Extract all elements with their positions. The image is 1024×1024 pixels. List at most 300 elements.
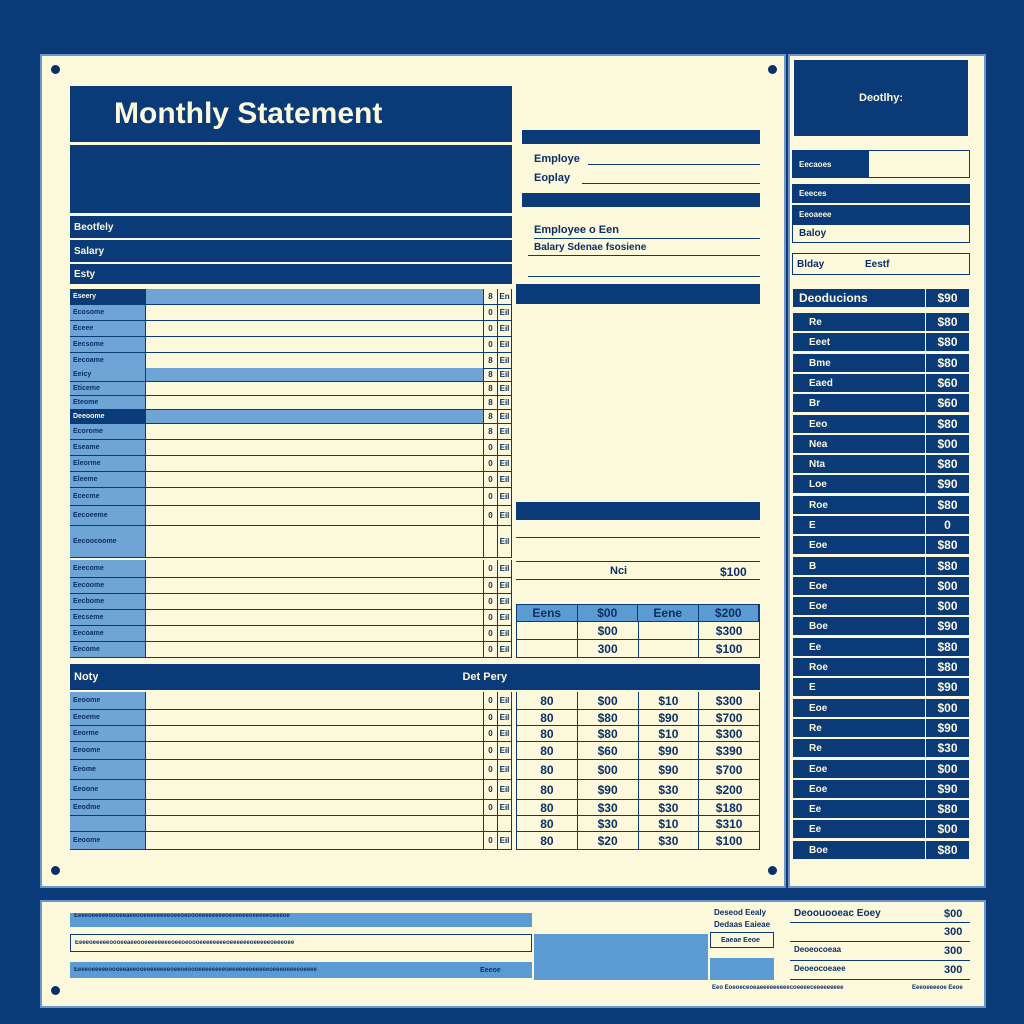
table-row bbox=[70, 710, 512, 726]
row-col: 0 bbox=[484, 610, 498, 625]
deductions-label: Deoducions bbox=[792, 288, 926, 308]
deduction-row bbox=[792, 799, 970, 819]
right-top-label: Baloy bbox=[799, 228, 827, 239]
deduction-label: Nea bbox=[792, 434, 926, 454]
row-col: 0 bbox=[484, 440, 498, 455]
row-value-field[interactable] bbox=[146, 456, 484, 471]
deduction-row bbox=[792, 576, 970, 596]
table-row bbox=[70, 368, 512, 382]
deduction-value: $80 bbox=[926, 840, 970, 860]
row-col: Eil bbox=[498, 337, 512, 352]
deduction-value: $90 bbox=[926, 779, 970, 799]
row-value-field[interactable] bbox=[146, 816, 484, 831]
deduction-label: E bbox=[792, 677, 926, 697]
pay-cell: $10 bbox=[639, 816, 700, 831]
table-row bbox=[70, 560, 512, 578]
deduction-label: Roe bbox=[792, 657, 926, 677]
row-col: 0 bbox=[484, 760, 498, 779]
row-col: Eil bbox=[498, 560, 512, 577]
summary-cell: $100 bbox=[699, 640, 760, 657]
footer-label: Deseod Eealy bbox=[714, 908, 767, 917]
pay-row bbox=[516, 692, 760, 710]
deduction-value: $90 bbox=[926, 677, 970, 697]
deduction-label: Roe bbox=[792, 495, 926, 515]
row-col: 0 bbox=[484, 560, 498, 577]
row-col: 0 bbox=[484, 692, 498, 709]
deduction-value: $00 bbox=[926, 596, 970, 616]
pay-cell: $00 bbox=[578, 760, 639, 779]
row-col: Eil bbox=[498, 800, 512, 815]
row-label: Eeoome bbox=[70, 692, 146, 709]
deduction-label: Ee bbox=[792, 819, 926, 839]
row-label: Eeoeme bbox=[70, 710, 146, 725]
row-col: Eil bbox=[498, 578, 512, 593]
row-col: Eil bbox=[498, 642, 512, 657]
row-value-field[interactable] bbox=[146, 594, 484, 609]
row-col: Eil bbox=[498, 692, 512, 709]
underline bbox=[790, 941, 970, 942]
summary-head-row bbox=[516, 604, 760, 622]
footer-line: Eeeoe bbox=[480, 966, 501, 974]
row-col: 0 bbox=[484, 800, 498, 815]
pay-row bbox=[516, 816, 760, 832]
deduction-label: Eoe bbox=[792, 759, 926, 779]
row-col: 0 bbox=[484, 305, 498, 320]
row-label: Eecoeeme bbox=[70, 506, 146, 525]
deduction-value: $80 bbox=[926, 535, 970, 555]
deduction-value: $90 bbox=[926, 718, 970, 738]
table-row bbox=[70, 626, 512, 642]
row-col: 0 bbox=[484, 726, 498, 741]
pay-row bbox=[516, 800, 760, 816]
row-label: Eeome bbox=[70, 760, 146, 779]
row-col: 0 bbox=[484, 742, 498, 759]
deduction-label: Boe bbox=[792, 616, 926, 636]
deduction-value: $80 bbox=[926, 312, 970, 332]
row-label bbox=[70, 816, 146, 831]
row-col: 8 bbox=[484, 396, 498, 409]
row-value-field[interactable] bbox=[146, 472, 484, 487]
deduction-row bbox=[792, 718, 970, 738]
row-label: Eecoome bbox=[70, 578, 146, 593]
net-label: Nci bbox=[610, 565, 628, 577]
underline bbox=[790, 922, 970, 923]
row-col bbox=[484, 816, 498, 831]
deductions-value: $90 bbox=[926, 288, 970, 308]
deduction-label: B bbox=[792, 556, 926, 576]
right-top-label: Eeeces bbox=[799, 189, 827, 198]
row-value-field[interactable] bbox=[146, 610, 484, 625]
pay-cell: $30 bbox=[639, 780, 700, 799]
table-row bbox=[70, 816, 512, 832]
pay-cell: 80 bbox=[517, 726, 578, 741]
right-header bbox=[792, 58, 970, 138]
footer-line: Eeeeoeeeeeoooeeaeeooeeeeeeeeoeeoeoooeeeeeeeeoeeeeeeoeeeeeoeeeoee bbox=[75, 940, 295, 946]
deduction-value: $00 bbox=[926, 819, 970, 839]
label-bar: Salary bbox=[70, 240, 512, 262]
deduction-row bbox=[792, 616, 970, 636]
deduction-value: $90 bbox=[926, 616, 970, 636]
underline bbox=[534, 238, 760, 239]
summary-cell bbox=[517, 640, 578, 657]
net-pay-header bbox=[70, 664, 760, 690]
underline bbox=[528, 255, 760, 256]
row-col: Eil bbox=[498, 488, 512, 505]
underline bbox=[516, 561, 760, 562]
row-label: Eeoome bbox=[70, 742, 146, 759]
row-label: Eecoame bbox=[70, 353, 146, 368]
row-col: Eil bbox=[498, 424, 512, 439]
row-value-field[interactable] bbox=[146, 506, 484, 525]
row-value-field[interactable] bbox=[146, 832, 484, 849]
salary-row-value: Eestf bbox=[865, 258, 890, 270]
row-col: 0 bbox=[484, 780, 498, 799]
pay-cell: $60 bbox=[578, 742, 639, 759]
table-row bbox=[70, 337, 512, 353]
deduction-row bbox=[792, 535, 970, 555]
summary-cell: Eens bbox=[517, 605, 578, 621]
deduction-value: $80 bbox=[926, 799, 970, 819]
deduction-row bbox=[792, 698, 970, 718]
row-col: Eil bbox=[498, 321, 512, 336]
deduction-row bbox=[792, 393, 970, 413]
row-value-field[interactable] bbox=[146, 526, 484, 557]
pay-cell: $80 bbox=[578, 726, 639, 741]
table-row bbox=[70, 578, 512, 594]
pay-cell: 80 bbox=[517, 742, 578, 759]
deduction-row bbox=[792, 596, 970, 616]
table-row bbox=[70, 742, 512, 760]
row-value-field[interactable] bbox=[146, 440, 484, 455]
deductions-header bbox=[792, 288, 970, 308]
table-row bbox=[70, 321, 512, 337]
footer-summary-value: $00 bbox=[944, 908, 963, 920]
row-label: Eseame bbox=[70, 440, 146, 455]
pay-row bbox=[516, 710, 760, 726]
pay-cell: $00 bbox=[578, 692, 639, 709]
table-row bbox=[70, 396, 512, 410]
row-col: Eil bbox=[498, 780, 512, 799]
pay-cell: $30 bbox=[578, 816, 639, 831]
footer-bar bbox=[70, 913, 532, 927]
deduction-row bbox=[792, 495, 970, 515]
deduction-row bbox=[792, 353, 970, 373]
row-value-field[interactable] bbox=[146, 626, 484, 641]
table-row bbox=[70, 726, 512, 742]
header-label: Eseery bbox=[70, 289, 146, 304]
row-label: Eeoone bbox=[70, 780, 146, 799]
table-row bbox=[70, 526, 512, 558]
deduction-row bbox=[792, 840, 970, 860]
row-col: Eil bbox=[498, 368, 512, 381]
deduction-row bbox=[792, 332, 970, 352]
row-col: 0 bbox=[484, 626, 498, 641]
employer-label: Eoplay bbox=[534, 172, 571, 184]
row-col: 0 bbox=[484, 578, 498, 593]
row-col: Eil bbox=[498, 440, 512, 455]
footer-field bbox=[70, 934, 532, 952]
row-value-field[interactable] bbox=[146, 742, 484, 759]
table-row bbox=[70, 440, 512, 456]
table-row bbox=[70, 800, 512, 816]
row-value-field[interactable] bbox=[146, 368, 484, 381]
row-col: Eil bbox=[498, 396, 512, 409]
row-value-field[interactable] bbox=[146, 800, 484, 815]
info-bar bbox=[522, 193, 760, 207]
net-header-label: Noty bbox=[74, 671, 99, 683]
summary-cell: 300 bbox=[578, 640, 639, 657]
deduction-row bbox=[792, 819, 970, 839]
row-label: Eecoame bbox=[70, 626, 146, 641]
right-top-row bbox=[792, 150, 970, 178]
deduction-label: Ee bbox=[792, 799, 926, 819]
deduction-label: Eeet bbox=[792, 332, 926, 352]
row-label: Eleeme bbox=[70, 472, 146, 487]
salary-row-label: Blday bbox=[797, 258, 825, 270]
row-value-field[interactable] bbox=[146, 710, 484, 725]
row-label: Eceee bbox=[70, 321, 146, 336]
row-col: Eil bbox=[498, 594, 512, 609]
title-bar bbox=[70, 86, 512, 142]
summary-cell: $300 bbox=[699, 622, 760, 639]
deduction-value: $00 bbox=[926, 434, 970, 454]
row-col: Eil bbox=[498, 382, 512, 395]
footer-row-label: Deoeocoeaa bbox=[794, 945, 842, 954]
deduction-value: $60 bbox=[926, 393, 970, 413]
summary-cell: $200 bbox=[699, 605, 760, 621]
deduction-row bbox=[792, 779, 970, 799]
table-row bbox=[70, 760, 512, 780]
table-row bbox=[70, 780, 512, 800]
deduction-row bbox=[792, 637, 970, 657]
pay-row bbox=[516, 742, 760, 760]
footer-summary-label: Deoouooeac Eoey bbox=[794, 908, 881, 919]
row-col: Eil bbox=[498, 742, 512, 759]
row-value-field[interactable] bbox=[146, 692, 484, 709]
row-col: Eil bbox=[498, 506, 512, 525]
row-value-field[interactable] bbox=[146, 353, 484, 368]
row-col: Eil bbox=[498, 526, 512, 557]
row-label: Eeecome bbox=[70, 560, 146, 577]
pay-cell: $30 bbox=[639, 800, 700, 815]
row-value-field[interactable] bbox=[146, 488, 484, 505]
net-value: $100 bbox=[720, 565, 747, 579]
table-row bbox=[70, 305, 512, 321]
row-col bbox=[498, 816, 512, 831]
row-col: 8 bbox=[484, 353, 498, 368]
deduction-value: $80 bbox=[926, 353, 970, 373]
row-label: Eleorme bbox=[70, 456, 146, 471]
row-col: Eil bbox=[498, 472, 512, 487]
row-value-field[interactable] bbox=[146, 305, 484, 320]
pay-cell: $30 bbox=[639, 832, 700, 849]
pay-cell: $180 bbox=[699, 800, 760, 815]
row-col: Eil bbox=[498, 626, 512, 641]
row-label: Eeodme bbox=[70, 800, 146, 815]
header-col: En bbox=[498, 289, 512, 304]
deduction-value: $80 bbox=[926, 556, 970, 576]
row-value-field[interactable] bbox=[146, 726, 484, 741]
summary-cell bbox=[517, 622, 578, 639]
row-col: 0 bbox=[484, 832, 498, 849]
footer-fill bbox=[710, 958, 774, 980]
right-top-row bbox=[792, 224, 970, 243]
summary-cell: $00 bbox=[578, 605, 639, 621]
det-pay-label: Det Pery bbox=[462, 671, 508, 683]
rivet bbox=[51, 65, 60, 74]
footer-fill bbox=[534, 934, 708, 980]
pay-cell: 80 bbox=[517, 760, 578, 779]
row-value-field[interactable] bbox=[146, 321, 484, 336]
row-value-field[interactable] bbox=[146, 780, 484, 799]
summary-row bbox=[516, 640, 760, 658]
row-col: 0 bbox=[484, 594, 498, 609]
underline bbox=[790, 960, 970, 961]
footer-row-value: 300 bbox=[944, 964, 963, 976]
summary-bar bbox=[516, 284, 760, 304]
rivet bbox=[768, 866, 777, 875]
row-label: Deeoome bbox=[70, 410, 146, 423]
row-value-field[interactable] bbox=[146, 642, 484, 657]
table-row bbox=[70, 456, 512, 472]
summary-cell: Eene bbox=[638, 605, 699, 621]
pay-row bbox=[516, 760, 760, 780]
footer-line: Eeeeoeeeeeoooeeaeeooeeeeeeeeoeeoeoooeeeeeeeeoeeeeeeoeeeeeoeeeoeeeeoeeee bbox=[74, 967, 317, 973]
row-label: Eecseme bbox=[70, 610, 146, 625]
header-block bbox=[70, 145, 512, 213]
table-row bbox=[70, 472, 512, 488]
pay-cell: $300 bbox=[699, 692, 760, 709]
pay-cell: $700 bbox=[699, 760, 760, 779]
row-col: 0 bbox=[484, 321, 498, 336]
underline bbox=[790, 979, 970, 980]
table-row bbox=[70, 488, 512, 506]
row-col: 0 bbox=[484, 456, 498, 471]
row-col: Eil bbox=[498, 353, 512, 368]
row-value-field[interactable] bbox=[146, 424, 484, 439]
row-value-field[interactable] bbox=[146, 578, 484, 593]
row-col bbox=[484, 526, 498, 557]
pay-cell: $200 bbox=[699, 780, 760, 799]
deduction-value: $80 bbox=[926, 454, 970, 474]
table-row bbox=[70, 410, 512, 424]
row-col: Eil bbox=[498, 610, 512, 625]
deduction-label: Ee bbox=[792, 637, 926, 657]
deduction-value: $30 bbox=[926, 738, 970, 758]
row-label: Eecsome bbox=[70, 337, 146, 352]
table-row bbox=[70, 424, 512, 440]
row-col: Eil bbox=[498, 760, 512, 779]
pay-cell: 80 bbox=[517, 710, 578, 725]
deduction-value: $00 bbox=[926, 576, 970, 596]
pay-cell: $310 bbox=[699, 816, 760, 831]
deduction-label: Eaed bbox=[792, 373, 926, 393]
row-col: 0 bbox=[484, 472, 498, 487]
deduction-row bbox=[792, 515, 970, 535]
deduction-label: Bme bbox=[792, 353, 926, 373]
label-bar: Esty bbox=[70, 264, 512, 284]
deduction-row bbox=[792, 657, 970, 677]
row-value-field[interactable] bbox=[146, 560, 484, 577]
row-col: 8 bbox=[484, 382, 498, 395]
pay-cell: $80 bbox=[578, 710, 639, 725]
footnote: Eeo Eoeoeceoeaeeeeeeeeecoeeeeceeeeeeeee bbox=[712, 985, 844, 991]
row-value-field[interactable] bbox=[146, 382, 484, 395]
row-label: Eticeme bbox=[70, 382, 146, 395]
pay-cell: $90 bbox=[639, 742, 700, 759]
deduction-row bbox=[792, 373, 970, 393]
footer-box: Eaeae Eeoe bbox=[710, 932, 774, 948]
right-top-field[interactable] bbox=[869, 151, 969, 177]
pay-cell: $20 bbox=[578, 832, 639, 849]
rivet bbox=[768, 65, 777, 74]
pay-cell: $30 bbox=[578, 800, 639, 815]
deduction-label: Eoe bbox=[792, 576, 926, 596]
row-col: 0 bbox=[484, 642, 498, 657]
deduction-label: Eeo bbox=[792, 414, 926, 434]
salary-label: Balary Sdenae fsosiene bbox=[534, 242, 647, 253]
table-row bbox=[70, 506, 512, 526]
deduction-label: Loe bbox=[792, 474, 926, 494]
row-label: Eecoocoome bbox=[70, 526, 146, 557]
pay-row bbox=[516, 726, 760, 742]
deduction-row bbox=[792, 474, 970, 494]
summary-bar bbox=[516, 502, 760, 520]
row-col: Eil bbox=[498, 726, 512, 741]
deduction-label: Eoe bbox=[792, 698, 926, 718]
underline bbox=[582, 183, 760, 184]
row-label: Ecosome bbox=[70, 305, 146, 320]
deduction-label: Re bbox=[792, 738, 926, 758]
deduction-value: $80 bbox=[926, 414, 970, 434]
row-label: Eteome bbox=[70, 396, 146, 409]
underline bbox=[516, 579, 760, 580]
deduction-label: Eoe bbox=[792, 779, 926, 799]
pay-cell: $90 bbox=[639, 710, 700, 725]
deduction-value: 0 bbox=[926, 515, 970, 535]
row-label: Eeoome bbox=[70, 832, 146, 849]
row-value-field[interactable] bbox=[146, 337, 484, 352]
row-value-field[interactable] bbox=[146, 410, 484, 423]
deduction-row bbox=[792, 434, 970, 454]
row-col: 0 bbox=[484, 337, 498, 352]
deduction-value: $00 bbox=[926, 759, 970, 779]
right-top-row bbox=[792, 205, 970, 224]
table-row bbox=[70, 594, 512, 610]
deduction-value: $90 bbox=[926, 474, 970, 494]
row-value-field[interactable] bbox=[146, 396, 484, 409]
deduction-label: Re bbox=[792, 312, 926, 332]
table-header bbox=[70, 289, 512, 305]
deduction-row bbox=[792, 454, 970, 474]
table-row bbox=[70, 642, 512, 658]
row-label: Ececme bbox=[70, 488, 146, 505]
pay-cell: $700 bbox=[699, 710, 760, 725]
footer-row-value: 300 bbox=[944, 926, 963, 938]
deduction-label: Re bbox=[792, 718, 926, 738]
pay-cell: $390 bbox=[699, 742, 760, 759]
pay-cell: 80 bbox=[517, 800, 578, 815]
header-col: 8 bbox=[484, 289, 498, 304]
row-value-field[interactable] bbox=[146, 760, 484, 779]
deduction-value: $80 bbox=[926, 495, 970, 515]
footer-bar bbox=[70, 962, 532, 978]
pay-cell: $10 bbox=[639, 726, 700, 741]
deduction-row bbox=[792, 312, 970, 332]
deduction-value: $80 bbox=[926, 657, 970, 677]
deduction-label: Eoe bbox=[792, 535, 926, 555]
pay-cell: $90 bbox=[639, 760, 700, 779]
